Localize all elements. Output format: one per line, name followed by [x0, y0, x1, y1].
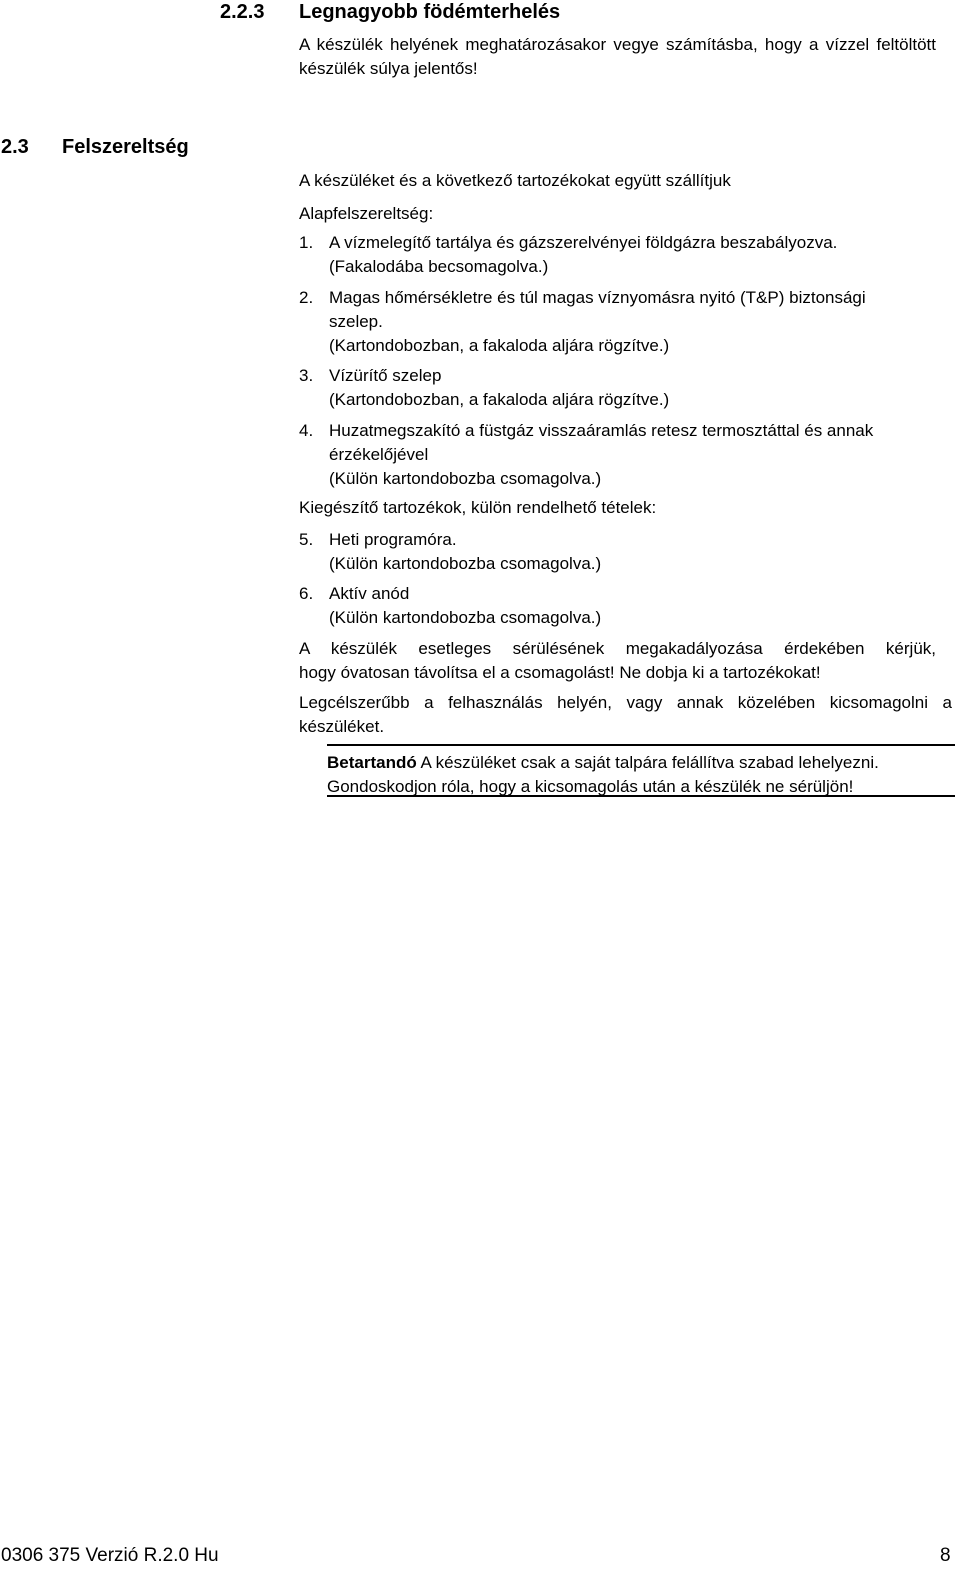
- list-item-line: (Fakalodába becsomagolva.): [329, 257, 549, 276]
- notice-box: [327, 744, 955, 797]
- notice-label: Betartandó: [327, 753, 417, 772]
- list-item: [299, 286, 939, 358]
- list-item-line: A vízmelegítő tartálya és gázszerelvényei földgázra beszabályozva.: [329, 233, 838, 252]
- section-2-2-3-text: A készülék helyének meghatározásakor vegye számításba, hogy a vízzel feltöltött készülék súlya jelentős!: [299, 35, 936, 78]
- list-item: [299, 582, 939, 630]
- list-item-line: szelep.: [329, 312, 383, 331]
- section-2-3-title: Felszereltség: [62, 136, 189, 158]
- list-item-number: 5.: [299, 530, 314, 549]
- list-item: [299, 364, 939, 412]
- list-item-number: 6.: [299, 584, 314, 603]
- list-item: [299, 231, 939, 279]
- list-item: [299, 528, 939, 576]
- footer-page-number: 8: [940, 1545, 951, 1566]
- list-item: [299, 419, 939, 491]
- unpacking-paragraph: [299, 691, 952, 739]
- notice-text-line: A készüléket csak a saját talpára felállítva szabad lehelyezni.: [420, 753, 879, 772]
- list-item-line: érzékelőjével: [329, 445, 429, 464]
- list-item-line: Magas hőmérsékletre és túl magas víznyomásra nyitó (T&P) biztonsági: [329, 288, 866, 307]
- packaging-paragraph-line: hogy óvatosan távolítsa el a csomagolást! Ne dobja ki a tartozékokat!: [299, 663, 821, 682]
- list-item-line: Huzatmegszakító a füstgáz visszaáramlás retesz termosztáttal és annak: [329, 421, 874, 440]
- list-item-line: Vízürítő szelep: [329, 366, 442, 385]
- notice-text-line: Gondoskodjon róla, hogy a kicsomagolás után a készülék ne sérüljön!: [327, 777, 854, 796]
- list-item-line: (Kartondobozban, a fakaloda aljára rögzítve.): [329, 390, 670, 409]
- section-2-2-3-title: Legnagyobb födémterhelés: [299, 1, 561, 23]
- list-item-number: 4.: [299, 421, 314, 440]
- list-item-number: 2.: [299, 288, 314, 307]
- packaging-paragraph: [299, 637, 936, 685]
- list-item-line: (Külön kartondobozba csomagolva.): [329, 554, 602, 573]
- optional-accessories-label: Kiegészítő tartozékok, külön rendelhető tételek:: [299, 498, 657, 517]
- unpacking-paragraph-line: készüléket.: [299, 717, 385, 736]
- list-item-number: 3.: [299, 366, 314, 385]
- packaging-paragraph-line: A készülék esetleges sérülésének megakadályozása érdekében kérjük,: [299, 639, 936, 658]
- basic-equipment-label: Alapfelszereltség:: [299, 204, 434, 223]
- delivery-intro: A készüléket és a következő tartozékokat együtt szállítjuk: [299, 171, 731, 190]
- list-item-line: (Külön kartondobozba csomagolva.): [329, 608, 602, 627]
- list-item-line: Heti programóra.: [329, 530, 457, 549]
- unpacking-paragraph-line: Legcélszerűbb a felhasználás helyén, vagy annak közelében kicsomagolni a: [299, 693, 952, 712]
- section-2-3-number: 2.3: [1, 136, 29, 158]
- list-item-line: (Külön kartondobozba csomagolva.): [329, 469, 602, 488]
- footer-doc-id: 0306 375 Verzió R.2.0 Hu: [1, 1545, 219, 1566]
- list-item-number: 1.: [299, 233, 314, 252]
- list-item-line: Aktív anód: [329, 584, 410, 603]
- list-item-line: (Kartondobozban, a fakaloda aljára rögzítve.): [329, 336, 670, 355]
- section-2-2-3-number: 2.2.3: [220, 1, 265, 23]
